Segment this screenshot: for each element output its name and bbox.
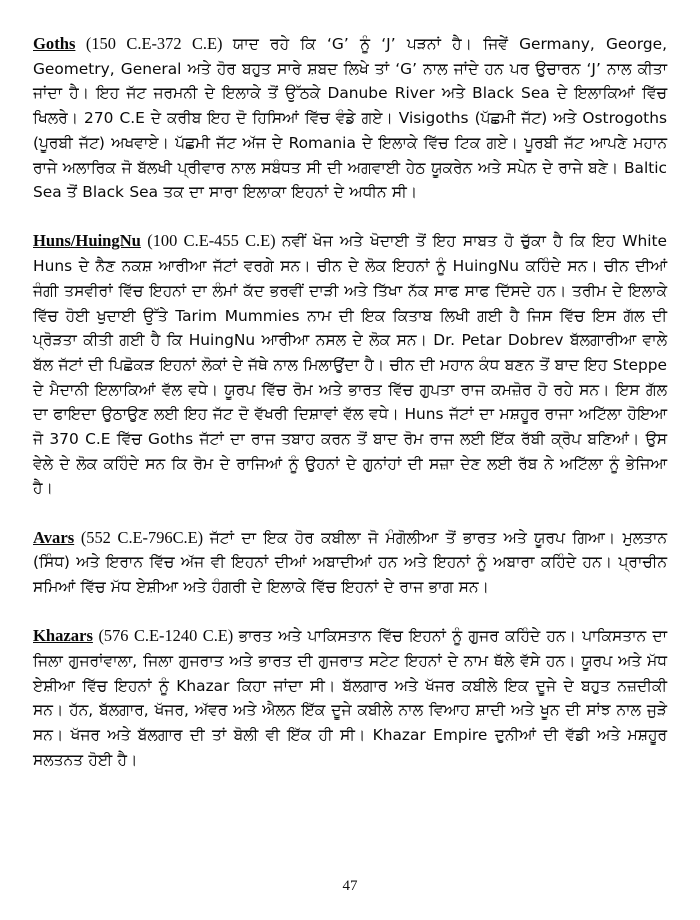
paragraph-body-khazars: ਭਾਰਤ ਅਤੇ ਪਾਕਿਸਤਾਨ ਵਿੱਚ ਇਹਨਾਂ ਨੂੰ ਗੁਜਰ ਕਹਿੰਦੇ ਹਨ। ਪਾਕਿਸਤਾਨ ਦਾ ਜਿਲਾ ਗੁਜਰਾਂਵਾਲਾ, ਜਿਲਾ ਗੁਜਰਾਤ ਅਤੇ ਭਾਰਤ ਦੀ ਗੁਜਰਾਤ ਸਟੇਟ ਇਹਨਾਂ ਦੇ ਨਾਮ ਥੱਲੇ ਵੱਸੇ ਹਨ। ਯੂਰਪ ਅਤੇ ਮੱਧ ਏਸ਼ੀਆ ਵਿੱਚ ਇਹਨਾਂ ਨੂੰ Khazar ਕਿਹਾ ਜਾਂਦਾ ਸੀ। ਬੱਲਗਾਰ ਅਤੇ ਖੱਜਰ ਕਬੀਲੇ ਇਕ ਦੂਜੇ ਦੇ ਬਹੁਤ ਨਜ਼ਦੀਕੀ ਸਨ। ਹੱਨ, ਬੱਲਗਾਰ, ਖੱਜਰ, ਅੱਵਰ ਅਤੇ ਐਲਨ ਇੱਕ ਦੂਜੇ ਕਬੀਲੇ ਨਾਲ ਵਿਆਹ ਸ਼ਾਦੀ ਅਤੇ ਖੂਨ ਦੀ ਸਾਂਝ ਨਾਲ ਜੁੜੇ ਸਨ। ਖੱਜਰ ਅਤੇ ਬੱਲਗਾਰ ਦੀ ਤਾਂ ਬੋਲੀ ਵੀ ਇੱਕ ਹੀ ਸੀ। Khazar Empire ਦੁਨੀਆਂ ਦੀ ਵੱਡੀ ਅਤੇ ਮਸ਼ਹੂਰ ਸਲਤਨਤ ਹੋਈ ਹੈ। [33, 627, 667, 769]
paragraph-body-avars: ਜੱਟਾਂ ਦਾ ਇਕ ਹੋਰ ਕਬੀਲਾ ਜੋ ਮੰਗੋਲੀਆ ਤੋਂ ਭਾਰਤ ਅਤੇ ਯੂਰਪ ਗਿਆ। ਮੁਲਤਾਨ (ਸਿੰਧ) ਅਤੇ ਇਰਾਨ ਵਿੱਚ ਅੱਜ ਵੀ ਇਹਨਾਂ ਦੀਆਂ ਅਬਾਦੀਆਂ ਹਨ ਅਤੇ ਇਹਨਾਂ ਨੂੰ ਅਬਾਰਾ ਕਹਿੰਦੇ ਹਨ। ਪ੍ਰਾਚੀਨ ਸਮਿਆਂ ਵਿੱਚ ਮੱਧ ਏਸ਼ੀਆ ਅਤੇ ਹੰਗਰੀ ਦੇ ਇਲਾਕੇ ਵਿੱਚ ਇਹਨਾਂ ਦੇ ਰਾਜ ਭਾਗ ਸਨ। [33, 528, 667, 597]
paragraph-heading-avars: Avars [33, 527, 75, 547]
paragraph-body-goths: ਯਾਦ ਰਹੇ ਕਿ ‘G’ ਨੂੰ ‘J’ ਪੜਨਾਂ ਹੈ। ਜਿਵੇਂ Germany, George, Geometry, General ਅਤੇ ਹੋਰ ਬਹੁਤ ਸਾਰੇ ਸ਼ਬਦ ਲਿਖੇ ਤਾਂ ‘G’ ਨਾਲ ਜਾਂਦੇ ਹਨ ਪਰ ਉਚਾਰਨ ‘J’ ਨਾਲ ਕੀਤਾ ਜਾਂਦਾ ਹੈ। ਇਹ ਜੱਟ ਜਰਮਨੀ ਦੇ ਇਲਾਕੇ ਤੋਂ ਉੱਠਕੇ Danube River ਅਤੇ Black Sea ਦੇ ਇਲਾਕਿਆਂ ਵਿੱਚ ਖਿਲਰੇ। 270 C.E ਦੇ ਕਰੀਬ ਇਹ ਦੋ ਹਿਸਿਆਂ ਵਿੱਚ ਵੰਡੇ ਗਏ। Visigoths (ਪੱਛਮੀ ਜੱਟ) ਅਤੇ Ostrogoths (ਪੂਰਬੀ ਜੱਟ) ਅਖਵਾਏ। ਪੱਛਮੀ ਜੱਟ ਅੱਜ ਦੇ Romania ਦੇ ਇਲਾਕੇ ਵਿੱਚ ਟਿਕ ਗਏ। ਪੂਰਬੀ ਜੱਟ ਆਪਣੇ ਮਹਾਨ ਰਾਜੇ ਅਲਾਰਿਕ ਜੋ ਬੱਲਖੀ ਪ੍ਰੀਵਾਰ ਨਾਲ ਸਬੰਧਤ ਸੀ ਦੀ ਅਗਵਾਈ ਹੇਠ ਯੂਕਰੇਨ ਅਤੇ ਸਪੇਨ ਦੇ ਰਾਜੇ ਬਣੇ। Baltic Sea ਤੋਂ Black Sea ਤਕ ਦਾ ਸਾਰਾ ਇਲਾਕਾ ਇਹਨਾਂ ਦੇ ਅਧੀਨ ਸੀ। [33, 35, 667, 202]
paragraph-huns [33, 229, 667, 501]
page-number: 47 [342, 878, 358, 894]
paragraph-dates-goths: (150 C.E-372 C.E) [85, 34, 223, 53]
paragraph-heading-khazars: Khazars [33, 626, 93, 646]
paragraph-body-huns: ਨਵੀਂ ਖੋਜ ਅਤੇ ਖੋਦਾਈ ਤੋਂ ਇਹ ਸਾਬਤ ਹੋ ਚੁੱਕਾ ਹੈ ਕਿ ਇਹ White Huns ਦੇ ਨੈਣ ਨਕਸ਼ ਆਰੀਆ ਜੱਟਾਂ ਵਰਗੇ ਸਨ। ਚੀਨ ਦੇ ਲੋਕ ਇਹਨਾਂ ਨੂੰ HuingNu ਕਹਿੰਦੇ ਸਨ। ਚੀਨ ਦੀਆਂ ਜੰਗੀ ਤਸਵੀਰਾਂ ਵਿੱਚ ਇਹਨਾਂ ਦਾ ਲੰਮਾਂ ਕੱਦ ਭਰਵੀਂ ਦਾੜੀ ਅਤੇ ਤਿੱਖਾ ਨੱਕ ਸਾਫ ਸਾਫ ਦਿੱਸਦੇ ਹਨ। ਤਰੀਮ ਦੇ ਇਲਾਕੇ ਵਿੱਚ ਹੋਈ ਖੁਦਾਈ ਉੱਤੇ Tarim Mummies ਨਾਮ ਦੀ ਇਕ ਕਿਤਾਬ ਲਿਖੀ ਗਈ ਹੈ ਜਿਸ ਵਿੱਚ ਇਸ ਗੱਲ ਦੀ ਪ੍ਰੋੜਤਾ ਕੀਤੀ ਗਈ ਹੈ ਕਿ HuingNu ਆਰੀਆ ਨਸਲ ਦੇ ਲੋਕ ਸਨ। Dr. Petar Dobrev ਬੱਲਗਾਰੀਆ ਵਾਲੇ ਬੱਲ ਜੱਟਾਂ ਦੀ ਪਿਛੋਕੜ ਇਹਨਾਂ ਲੋਕਾਂ ਦੇ ਜੱਥੇ ਨਾਲ ਮਿਲਾਉਂਦਾ ਹੈ। ਚੀਨ ਦੀ ਮਹਾਨ ਕੰਧ ਬਣਨ ਤੋਂ ਬਾਦ ਇਹ Steppe ਦੇ ਮੈਦਾਨੀ ਇਲਾਕਿਆਂ ਵੱਲ ਵਧੇ। ਯੂਰਪ ਵਿੱਚ ਰੋਮ ਅਤੇ ਭਾਰਤ ਵਿੱਚ ਗੁਪਤਾ ਰਾਜ ਕਮਜ਼ੋਰ ਹੋ ਰਹੇ ਸਨ। ਇਸ ਗੱਲ ਦਾ ਫਾਇਦਾ ਉਠਾਉਣ ਲਈ ਇਹ ਜੱਟ ਦੋ ਵੱਖਰੀ ਦਿਸ਼ਾਵਾਂ ਵੱਲ ਵਧੇ। Huns ਜੱਟਾਂ ਦਾ ਮਸ਼ਹੂਰ ਰਾਜਾ ਅਟਿੱਲਾ ਹੋਇਆ ਜੋ 370 C.E ਵਿੱਚ Goths ਜੱਟਾਂ ਦਾ ਰਾਜ ਤਬਾਹ ਕਰਨ ਤੋਂ ਬਾਦ ਰੋਮ ਰਾਜ ਲਈ ਇੱਕ ਰੱਬੀ ਕ੍ਰੋਪ ਬਣਿਆਂ। ਉਸ ਵੇਲੇ ਦੇ ਲੋਕ ਕਹਿੰਦੇ ਸਨ ਕਿ ਰੋਮ ਦੇ ਰਾਜਿਆਂ ਨੂੰ ਉਹਨਾਂ ਦੇ ਗੁਨਾਂਹਾਂ ਦੀ ਸਜ਼ਾ ਦੇਣ ਲਈ ਰੱਬ ਨੇ ਅਟਿੱਲਾ ਨੂੰ ਭੇਜਿਆ ਹੈ। [33, 232, 667, 498]
paragraph-avars [33, 526, 667, 600]
paragraph-dates-khazars: (576 C.E-1240 C.E) [98, 626, 234, 646]
page-body [33, 32, 667, 772]
paragraph-dates-avars: (552 C.E-796C.E) [80, 527, 204, 547]
paragraph-goths [33, 32, 667, 205]
paragraph-heading-huns: Huns/HuingNu [33, 231, 141, 251]
paragraph-heading-goths: Goths [33, 34, 76, 53]
paragraph-khazars [33, 624, 667, 772]
paragraph-dates-huns: (100 C.E-455 C.E) [147, 231, 276, 251]
